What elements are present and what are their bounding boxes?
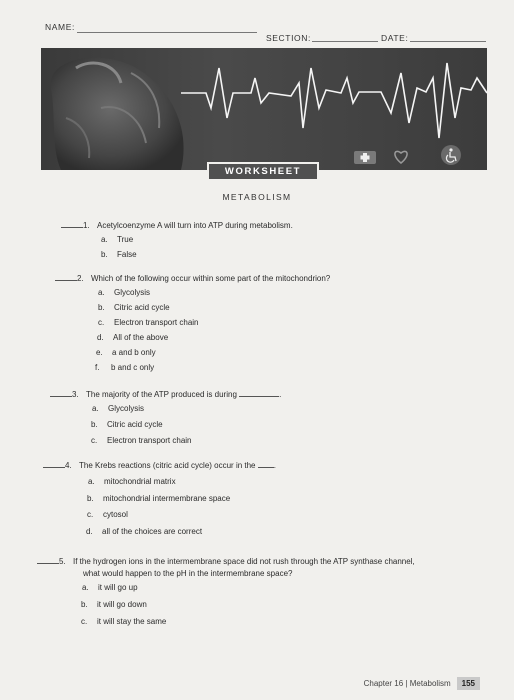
option-5c: c. it will stay the same [81, 617, 167, 626]
option-4a: a. mitochondrial matrix [88, 477, 176, 486]
name-label: NAME: [45, 22, 75, 32]
option-4d: d. all of the choices are correct [86, 527, 203, 536]
option-2a: a. Glycolysis [98, 288, 151, 297]
option-5a: a. it will go up [82, 583, 138, 592]
option-4c: c. cytosol [87, 510, 128, 519]
fill-in-blank[interactable] [239, 396, 279, 397]
date-label: DATE: [381, 33, 409, 43]
question-text: Which of the following occur within some part of the mitochondrion? [91, 274, 331, 283]
option-2b: b. Citric acid cycle [98, 303, 170, 312]
option-2e: e. a and b only [96, 348, 156, 357]
question-number: 2. [77, 274, 84, 283]
question-5 [37, 557, 477, 566]
chapter-label: Chapter 16 | Metabolism [363, 679, 451, 688]
page-subtitle: METABOLISM [222, 192, 292, 202]
option-3b: b. Citric acid cycle [91, 420, 163, 429]
first-aid-icon [354, 151, 376, 164]
option-2d: d. All of the above [97, 333, 169, 342]
question-1 [61, 221, 293, 230]
option-2f: f. b and c only [95, 363, 155, 372]
question-4: 4. The Krebs reactions (citric acid cycle) occur in the . [43, 461, 276, 470]
question-number: 5. [59, 557, 66, 566]
option-1a: a. True [101, 235, 134, 244]
section-label: SECTION: [266, 33, 311, 43]
fill-in-blank[interactable] [258, 467, 274, 468]
option-1b: b. False [101, 250, 137, 259]
answer-blank[interactable] [43, 467, 65, 468]
question-text: If the hydrogen ions in the intermembrane space did not rush through the ATP synthase channel, [73, 557, 415, 566]
option-2c: c. Electron transport chain [98, 318, 199, 327]
question-number: 4. [65, 461, 72, 470]
page-footer [364, 677, 480, 690]
question-text: The Krebs reactions (citric acid cycle) occur in the [79, 461, 256, 470]
question-text: The majority of the ATP produced is during [86, 390, 237, 399]
question-number: 3. [72, 390, 79, 399]
answer-blank[interactable] [55, 280, 77, 281]
option-5b: b. it will go down [81, 600, 147, 609]
section-field[interactable] [312, 41, 378, 42]
answer-blank[interactable] [37, 563, 59, 564]
question-3: 3. The majority of the ATP produced is during . [50, 390, 281, 399]
question-5-line-2: what would happen to the pH in the intermembrane space? [83, 569, 293, 578]
worksheet-label: WORKSHEET [207, 162, 319, 181]
question-2 [55, 274, 330, 283]
date-field[interactable] [410, 41, 486, 42]
option-4b: b. mitochondrial intermembrane space [87, 494, 231, 503]
worksheet-banner [41, 48, 487, 170]
page-number: 155 [457, 677, 480, 690]
wheelchair-icon [441, 145, 461, 165]
answer-blank[interactable] [50, 396, 72, 397]
question-text: Acetylcoenzyme A will turn into ATP during metabolism. [97, 221, 293, 230]
option-3a: a. Glycolysis [92, 404, 145, 413]
name-field[interactable] [77, 32, 257, 33]
question-number: 1. [83, 221, 90, 230]
answer-blank[interactable] [61, 227, 83, 228]
option-3c: c. Electron transport chain [91, 436, 192, 445]
